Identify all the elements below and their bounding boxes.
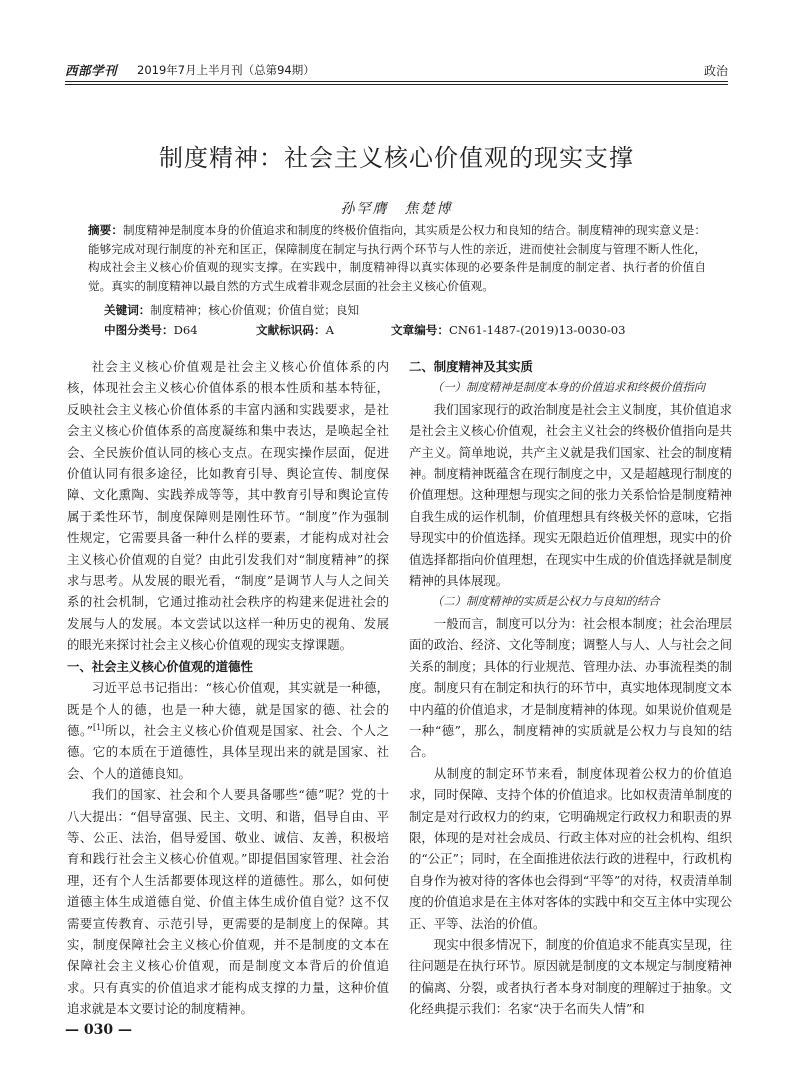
section-heading-2: 二、制度精神及其实质 <box>409 359 533 374</box>
doc-code-label: 文献标识码： <box>256 323 326 337</box>
article-no-item <box>391 322 626 338</box>
quote-continuation: 所以，社会主义核心价值观是国家、社会、个人之德。它的本质在于道德性，具体呈现出来的就是国家、社会、个人的道德良知。 <box>67 722 389 781</box>
intro-paragraph: 社会主义核心价值观是社会主义核心价值体系的内核，体现社会主义核心价值体系的根本性质和基本特征，反映社会主义核心价值体系的丰富内涵和实践要求，是社会主义核心价值体系的高度凝练和集中表达，是唤起全社会、全民族价值认同的核心支点。在现实操作层面，促进价值认同有很多途径，比如教育引导、舆论宣传、制度保障、文化熏陶、实践养成等等，其中教育引导和舆论宣传属于柔性环节，制度保障则是刚性环节。“制度”作为强制性规定，它需要具备一种什么样的要素，才能构成对社会主义核心价值观的自觉？由此引发我们对“制度精神”的探求与思考。从发展的眼光看，“制度”是调节人与人之间关系的社会机制，它通过推动社会秩序的构建来促进社会的发展与人的发展。本文尝试以这样一种历史的视角、发展的眼光来探讨社会主义核心价值观的现实支撑课题。 <box>67 359 389 653</box>
clc-value: D64 <box>173 323 198 337</box>
article-no-value: CN61-1487-(2019)13-0030-03 <box>448 323 626 337</box>
section-label: 政治 <box>703 64 728 78</box>
running-header <box>65 58 728 80</box>
paragraph-virtues: 我们的国家、社会和个人要具备哪些“德”呢？党的十八大提出：“倡导富强、民主、文明、和谐，倡导自由、平等、公正、法治，倡导爱国、敬业、诚信、友善，积极培育和践行社会主义核心价值观。”即提倡国家管理、社会治理，还有个人生活都要体现这样的道德性。那么，如何使道德主体生成道德自觉、价值主体生成价值自觉？这不仅需要宣传教育、示范引导，更需要的是制度上的保障。其实，制度保障社会主义核心价值观，并不是制度的文本在保障社会主义核心价值观，而是制度文本背后的价值追求。只有真实的价值追求才能构成支撑的力量，这种价值追求就是本文要讨论的制度精神。 <box>67 787 389 1017</box>
abstract <box>88 221 706 296</box>
article-no-label: 文章编号： <box>391 323 449 337</box>
paragraph-xi-quote <box>67 677 389 784</box>
paragraph-formulation: 从制度的制定环节来看，制度体现着公权力的价值追求，同时保障、支持个体的价值追求。比如权责清单制度的制定是对行政权力的约束，它明确规定行政权力和职责的界限，体现的是对社会成员、行政主体对应的社会机构、组织的“公正”；同时，在全面推进依法行政的进程中，行政机构自身作为被对待的客体也会得到“平等”的对待，权责清单制度的价值追求是在主体对客体的实践中和交互主体中实现公正、平等、法治的价值。 <box>409 765 732 931</box>
right-column <box>409 356 732 1020</box>
keywords-label: 关键词： <box>104 303 151 317</box>
left-column <box>67 356 389 1020</box>
paragraph-execution: 现实中很多情况下，制度的价值追求不能真实呈现，往往问题是在执行环节。原因就是制度的文本规定与制度精神的偏离、分裂，或者执行者本身对制度的理解过于抽象。文化经典提示我们：名家“决于名而失人情”和 <box>409 936 732 1017</box>
article-authors: 孙罕膺 焦楚博 <box>340 201 453 217</box>
paragraph-value-pursuit: 我们国家现行的政治制度是社会主义制度，其价值追求是社会主义核心价值观，社会主义社会的终极价值指向是共产主义。简单地说，共产主义就是我们国家、社会的制度精神。制度精神既蕴含在现行制度之中，又是超越现行制度的价值理想。这种理想与现实之间的张力关系恰恰是制度精神自我生成的运作机制，价值理想具有终极关怀的意味，它指导现实中的价值选择。现实无限趋近价值理想，现实中的价值选择都指向价值理想，在现实中生成的价值选择就是制度精神的具体展现。 <box>409 401 732 589</box>
clc-label: 中图分类号： <box>104 323 174 337</box>
doc-code-value: A <box>325 323 334 337</box>
abstract-label: 摘要： <box>88 223 123 237</box>
paragraph-system-types: 一般而言，制度可以分为：社会根本制度；社会治理层面的政治、经济、文化等制度；调整人与人、人与社会之间关系的制度；具体的行业规范、管理办法、办事流程类的制度。制度只有在制定和执行的环节中，真实地体现制度文本中内蕴的价值追求，才是制度精神的体现。如果说价值观是一种“德”，那么，制度精神的实质就是公权力与良知的结合。 <box>409 615 732 760</box>
keywords-line <box>104 302 359 318</box>
subsection-heading-2-2: （二）制度精神的实质是公权力与良知的结合 <box>431 594 660 609</box>
classification-line <box>104 322 704 340</box>
article-title: 制度精神：社会主义核心价值观的现实支撑 <box>159 144 634 172</box>
page-number: — 030 — <box>65 1022 132 1038</box>
reference-mark: [1] <box>93 722 105 732</box>
doc-code-item <box>256 322 334 338</box>
abstract-text: 制度精神是制度本身的价值追求和制度的终极价值指向，其实质是公权力和良知的结合。制度精神的现实意义是：能够完成对现行制度的补充和匡正，保障制度在制定与执行两个环节与人性的亲近，进而使社会制度与管理不断人性化，构成社会主义核心价值观的现实支撑。在实践中，制度精神得以真实体现的必要条件是制度的制定者、执行者的价值自觉。真实的制度精神以最自然的方式生成着非观念层面的社会主义核心价值观。 <box>88 223 706 294</box>
clc-item <box>104 322 198 338</box>
journal-name: 西部学刊 <box>65 63 118 78</box>
issue-info: 2019年7月上半月刊（总第94期） <box>137 63 315 77</box>
subsection-heading-2-1: （一）制度精神是制度本身的价值追求和终极价值指向 <box>431 380 706 395</box>
quote-text: 习近平总书记指出：“核心价值观，其实就是一种德，既是个人的德，也是一种大德，就是国家的德、社会的德。” <box>67 680 389 738</box>
section-heading-1: 一、社会主义核心价值观的道德性 <box>67 658 253 674</box>
header-rule <box>65 81 728 82</box>
keywords-text: 制度精神；核心价值观；价值自觉；良知 <box>150 303 360 317</box>
header-rule-thin <box>65 84 728 85</box>
